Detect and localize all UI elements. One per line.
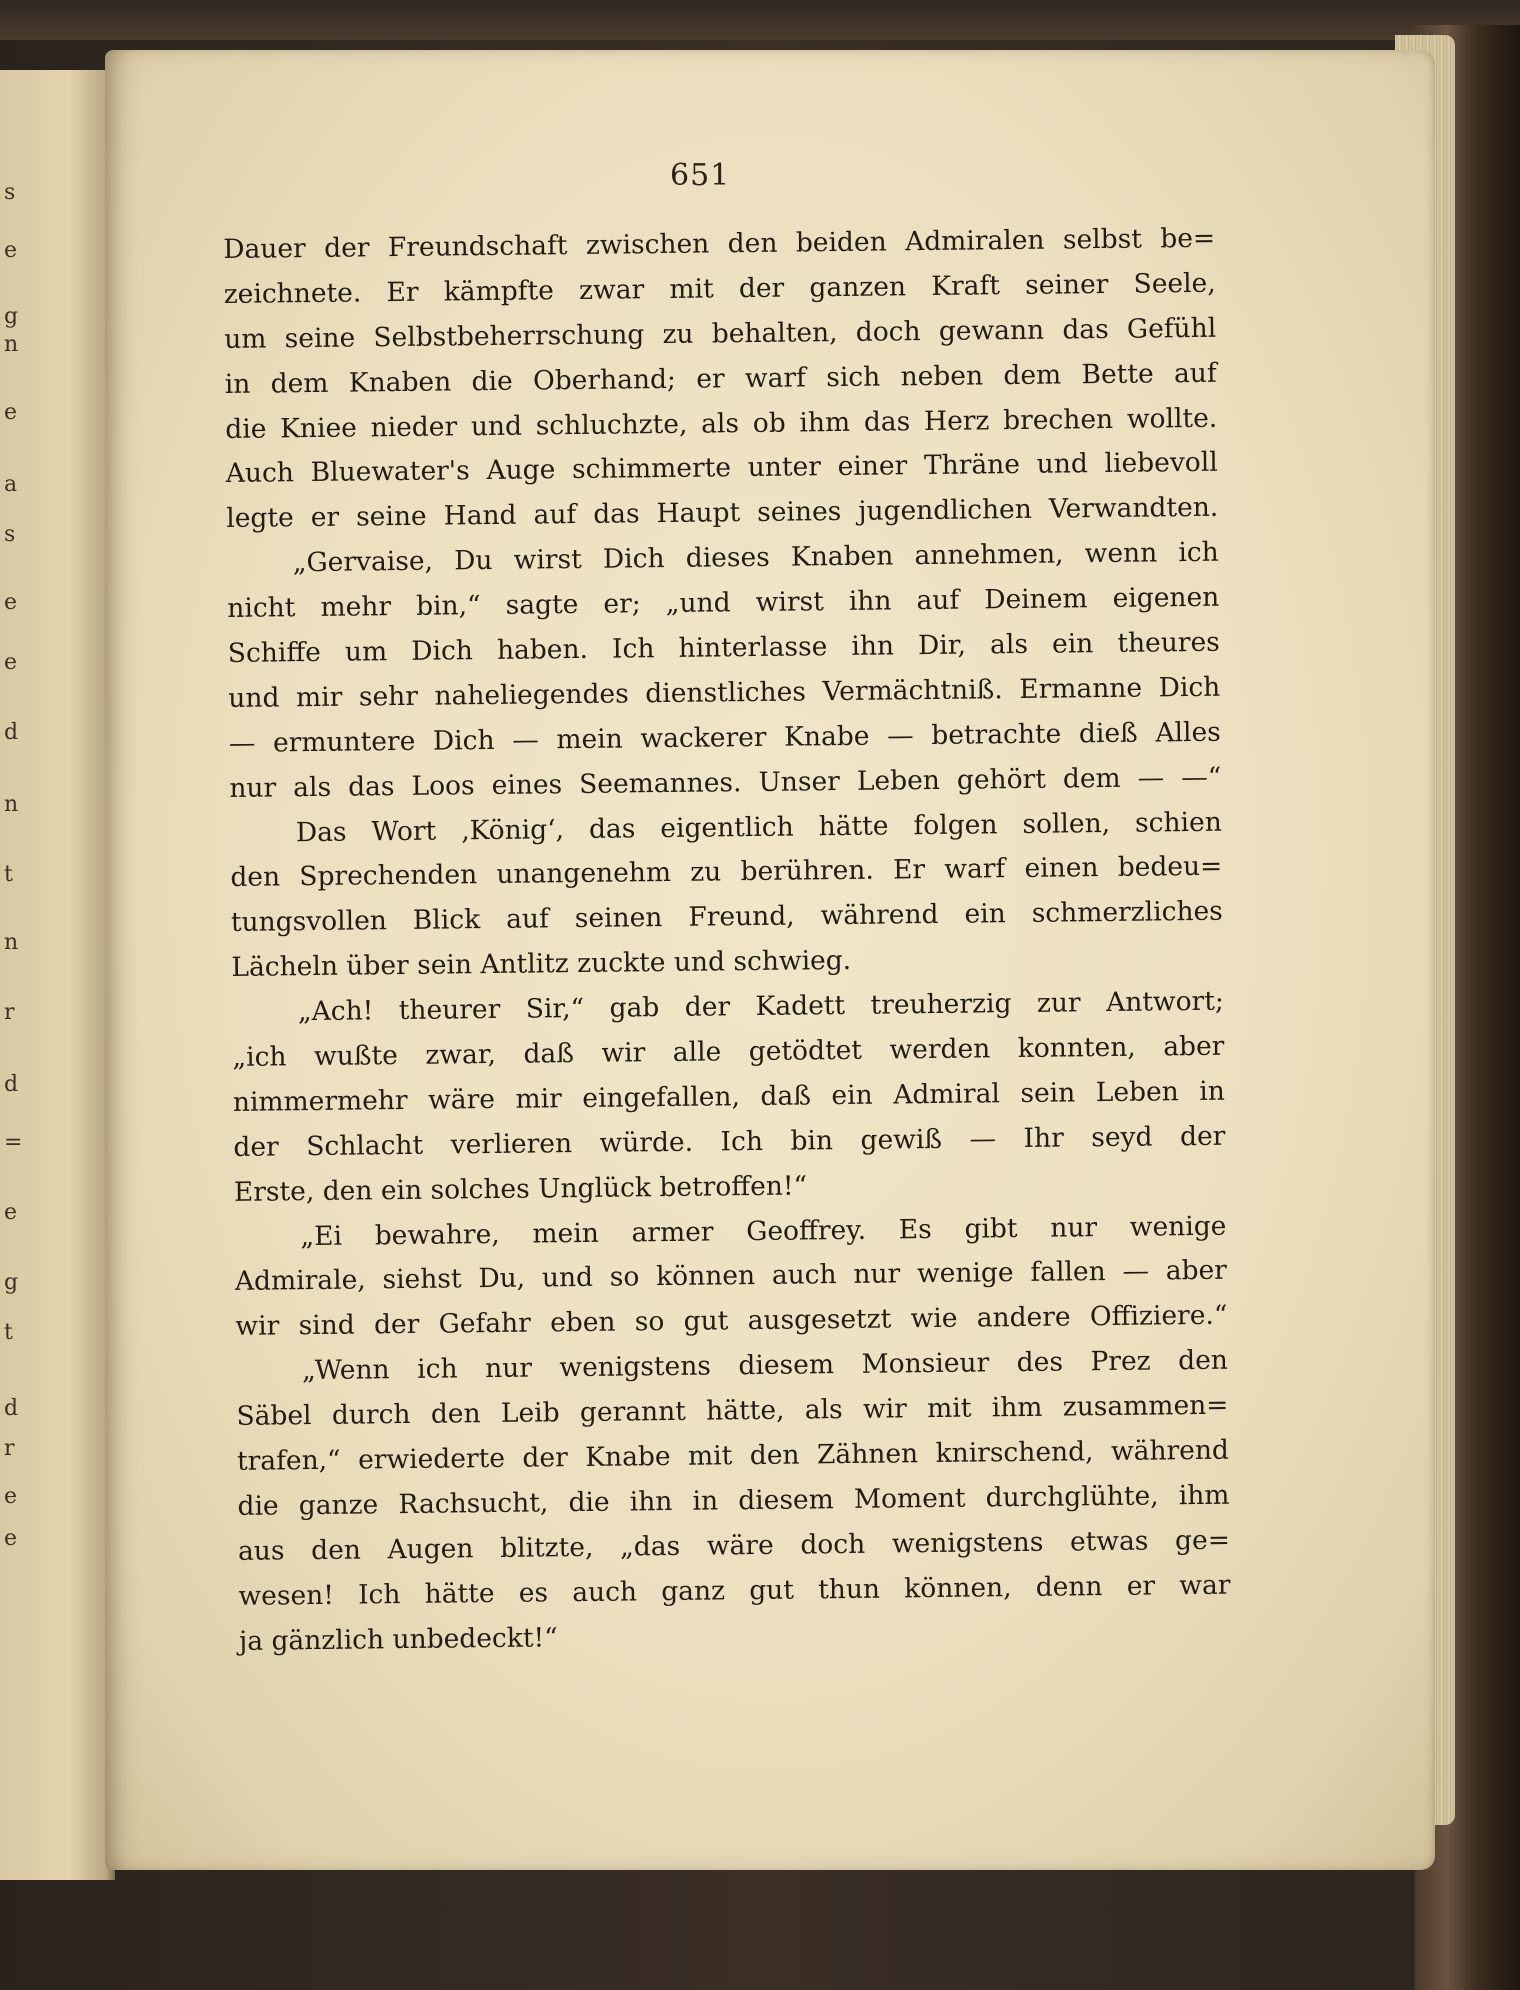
text-line: nimmermehr wäre mir eingefallen, daß ein Admiral sein Leben in	[232, 1075, 1226, 1118]
text-line: trafen,“ erwiederte der Knabe mit den Zähnen knirschend, während	[236, 1434, 1230, 1477]
text-line: „Wenn ich nur wenigstens diesem Monsieur des Prez den	[301, 1344, 1229, 1387]
text-line: nur als das Loos eines Seemannes. Unser Leben gehört dem — —“	[229, 761, 1222, 804]
text-line: „ich wußte zwar, daß wir alle getödtet werden konnten, aber	[232, 1030, 1225, 1073]
text-line: und mir sehr naheliegendes dienstliches Vermächtniß. Ermanne Dich	[228, 671, 1221, 714]
left-page-fragment: r	[4, 1000, 15, 1025]
left-page-fragment: n	[4, 332, 19, 357]
left-page-fragment: g	[4, 1270, 19, 1295]
left-page-fragment: d	[4, 720, 19, 745]
text-line: — ermuntere Dich — mein wackerer Knabe — betrachte dieß Alles	[228, 716, 1221, 759]
text-line: aus den Augen blitzte, „das wäre doch wenigstens etwas ge=	[237, 1524, 1231, 1567]
text-line: zeichnete. Er kämpfte zwar mit der ganzen Kraft seiner Seele,	[223, 267, 1216, 310]
text-line: der Schlacht verlieren würde. Ich bin gewiß — Ihr seyd der	[233, 1120, 1226, 1163]
left-page-fragment: r	[4, 1436, 15, 1461]
left-page-fragment: =	[4, 1130, 23, 1155]
text-line: Admirale, siehst Du, und so können auch nur wenige fallen — aber	[234, 1255, 1228, 1298]
left-page-fragment: e	[4, 400, 18, 425]
text-line: „Gervaise, Du wirst Dich dieses Knaben annehmen, wenn ich	[292, 536, 1219, 579]
text-line: Das Wort ‚König‘, das eigentlich hätte folgen sollen, schien	[295, 806, 1222, 848]
left-page-fragment: t	[4, 862, 13, 887]
left-page-fragment: e	[4, 590, 18, 615]
text-line: in dem Knaben die Oberhand; er warf sich neben dem Bette auf	[224, 357, 1217, 400]
left-page-fragment: e	[4, 650, 18, 675]
left-page-fragment: s	[4, 180, 16, 205]
text-line: „Ach! theurer Sir,“ gab der Kadett treuherzig zur Antwort;	[297, 985, 1225, 1028]
book-cover-top	[0, 0, 1520, 40]
text-line: ja gänzlich unbedeckt!“	[238, 1621, 558, 1657]
text-line: den Sprechenden unangenehm zu berühren. Er warf einen bedeu=	[230, 851, 1223, 894]
page-body-text	[223, 217, 1231, 1665]
left-page-fragment: e	[4, 1526, 18, 1551]
left-page-fragment: e	[4, 1484, 18, 1509]
text-line: Erste, den ein solches Unglück betroffen!“	[233, 1170, 808, 1208]
left-page-fragment: e	[4, 238, 18, 263]
text-line: „Ei bewahre, mein armer Geoffrey. Es gibt nur wenige	[300, 1210, 1227, 1252]
left-page-fragment: d	[4, 1396, 19, 1421]
text-line: tungsvollen Blick auf seinen Freund, während ein schmerzliches	[230, 896, 1223, 939]
text-line: Dauer der Freundschaft zwischen den beiden Admiralen selbst be=	[223, 222, 1216, 265]
left-page-fragment: a	[4, 472, 18, 497]
left-page-fragment: g	[4, 304, 19, 329]
left-page-fragment: e	[4, 1200, 18, 1225]
text-line: die ganze Rachsucht, die ihn in diesem Moment durchglühte, ihm	[237, 1479, 1230, 1522]
left-page-fragment: n	[4, 930, 19, 955]
text-line: um seine Selbstbeherrschung zu behalten, doch gewann das Gefühl	[224, 312, 1217, 355]
text-line: Auch Bluewater's Auge schimmerte unter einer Thräne und liebevoll	[225, 447, 1218, 490]
left-page-edge	[0, 70, 115, 1880]
text-line: wir sind der Gefahr eben so gut ausgesetzt wie andere Offiziere.“	[235, 1300, 1228, 1343]
text-line: wesen! Ich hätte es auch ganz gut thun können, denn er war	[238, 1569, 1231, 1612]
text-line: Lächeln über sein Antlitz zuckte und schwieg.	[231, 945, 852, 984]
page-number: 651	[670, 158, 731, 193]
text-line: legte er seine Hand auf das Haupt seines jugendlichen Verwandten.	[226, 492, 1219, 535]
text-line: die Kniee nieder und schluchzte, als ob ihm das Herz brechen wollte.	[225, 402, 1218, 445]
left-page-fragment: t	[4, 1320, 13, 1345]
left-page-fragment: d	[4, 1072, 19, 1097]
text-line: Schiffe um Dich haben. Ich hinterlasse ihn Dir, als ein theures	[227, 626, 1220, 669]
left-page-fragment: s	[4, 522, 16, 547]
left-page-fragment: n	[4, 792, 19, 817]
text-line: nicht mehr bin,“ sagte er; „und wirst ihn auf Deinem eigenen	[227, 581, 1220, 625]
text-line: Säbel durch den Leib gerannt hätte, als wir mit ihm zusammen=	[236, 1389, 1229, 1433]
